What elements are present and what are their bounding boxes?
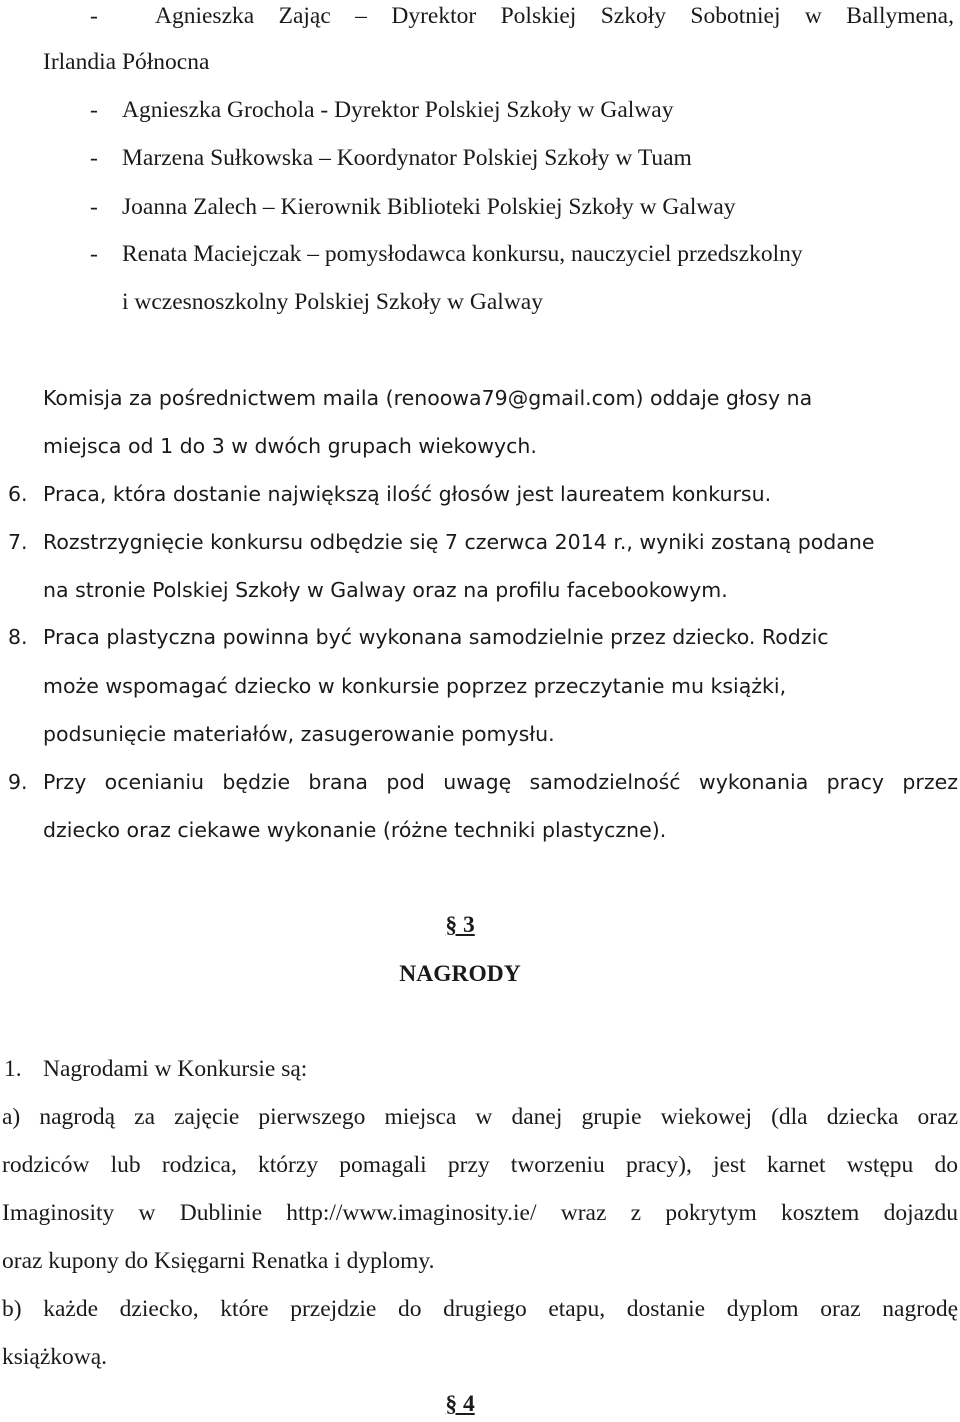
- prize-a-cont: rodziców lub rodzica, którzy pomagali przy tworzeniu pracy), jest karnet wstępu do: [2, 1152, 958, 1178]
- dash: -: [90, 241, 98, 267]
- commission-text: Komisja za pośrednictwem maila (renoowa79@gmail.com) oddaje głosy na: [43, 386, 813, 410]
- rule-9-cont: dziecko oraz ciekawe wykonanie (różne techniki plastyczne).: [43, 818, 667, 842]
- rule-number-9: 9.: [8, 770, 28, 794]
- rule-6: Praca, która dostanie największą ilość głosów jest laureatem konkursu.: [43, 482, 772, 506]
- prize-intro: Nagrodami w Konkursie są:: [43, 1056, 308, 1082]
- prize-b-cont: książkową.: [2, 1344, 108, 1370]
- committee-member-1-cont: Irlandia Północna: [43, 49, 210, 75]
- rule-7-cont: na stronie Polskiej Szkoły w Galway oraz na profilu facebookowym.: [43, 578, 728, 602]
- committee-member-5: Renata Maciejczak – pomysłodawca konkursu, nauczyciel przedszkolny: [122, 241, 803, 267]
- prize-a: a) nagrodą za zajęcie pierwszego miejsca w danej grupie wiekowej (dla dziecka oraz: [2, 1104, 958, 1130]
- committee-member-2: Agnieszka Grochola - Dyrektor Polskiej Szkoły w Galway: [122, 97, 674, 123]
- dash: -: [90, 3, 98, 29]
- prize-a-cont3: oraz kupony do Księgarni Renatka i dyplomy.: [2, 1248, 435, 1274]
- rule-number-8: 8.: [8, 625, 28, 649]
- rule-8-cont: może wspomagać dziecko w konkursie poprzez przeczytanie mu książki,: [43, 674, 787, 698]
- section-title: NAGRODY: [399, 961, 521, 987]
- committee-member-3: Marzena Sułkowska – Koordynator Polskiej Szkoły w Tuam: [122, 145, 692, 171]
- dash: -: [90, 194, 98, 220]
- dash: -: [90, 145, 98, 171]
- rule-number-7: 7.: [8, 530, 28, 554]
- section-4-number: § 4: [445, 1391, 475, 1417]
- commission-text-cont: miejsca od 1 do 3 w dwóch grupach wiekowych.: [43, 434, 537, 458]
- prize-b: b) każde dziecko, które przejdzie do drugiego etapu, dostanie dyplom oraz nagrodę: [2, 1296, 958, 1322]
- section-3-number: § 3: [445, 912, 475, 938]
- section-number: [0, 1390, 920, 1418]
- rule-9: Przy ocenianiu będzie brana pod uwagę samodzielność wykonania pracy przez: [43, 770, 958, 794]
- rule-8-cont2: podsunięcie materiałów, zasugerowanie pomysłu.: [43, 722, 555, 746]
- committee-member-5-cont: i wczesnoszkolny Polskiej Szkoły w Galway: [122, 289, 543, 315]
- prize-a-cont2: Imaginosity w Dublinie http://www.imaginosity.ie/ wraz z pokrytym kosztem dojazdu: [2, 1200, 958, 1226]
- rule-8: Praca plastyczna powinna być wykonana samodzielnie przez dziecko. Rodzic: [43, 625, 829, 649]
- prize-intro-number: 1.: [4, 1056, 22, 1082]
- committee-member-1: Agnieszka Zając – Dyrektor Polskiej Szkoły Sobotniej w Ballymena,: [155, 3, 954, 29]
- committee-member-4: Joanna Zalech – Kierownik Biblioteki Polskiej Szkoły w Galway: [122, 194, 736, 220]
- section-number: [0, 911, 920, 939]
- rule-7: Rozstrzygnięcie konkursu odbędzie się 7 czerwca 2014 r., wyniki zostaną podane: [43, 530, 875, 554]
- dash: -: [90, 97, 98, 123]
- rule-number-6: 6.: [8, 482, 28, 506]
